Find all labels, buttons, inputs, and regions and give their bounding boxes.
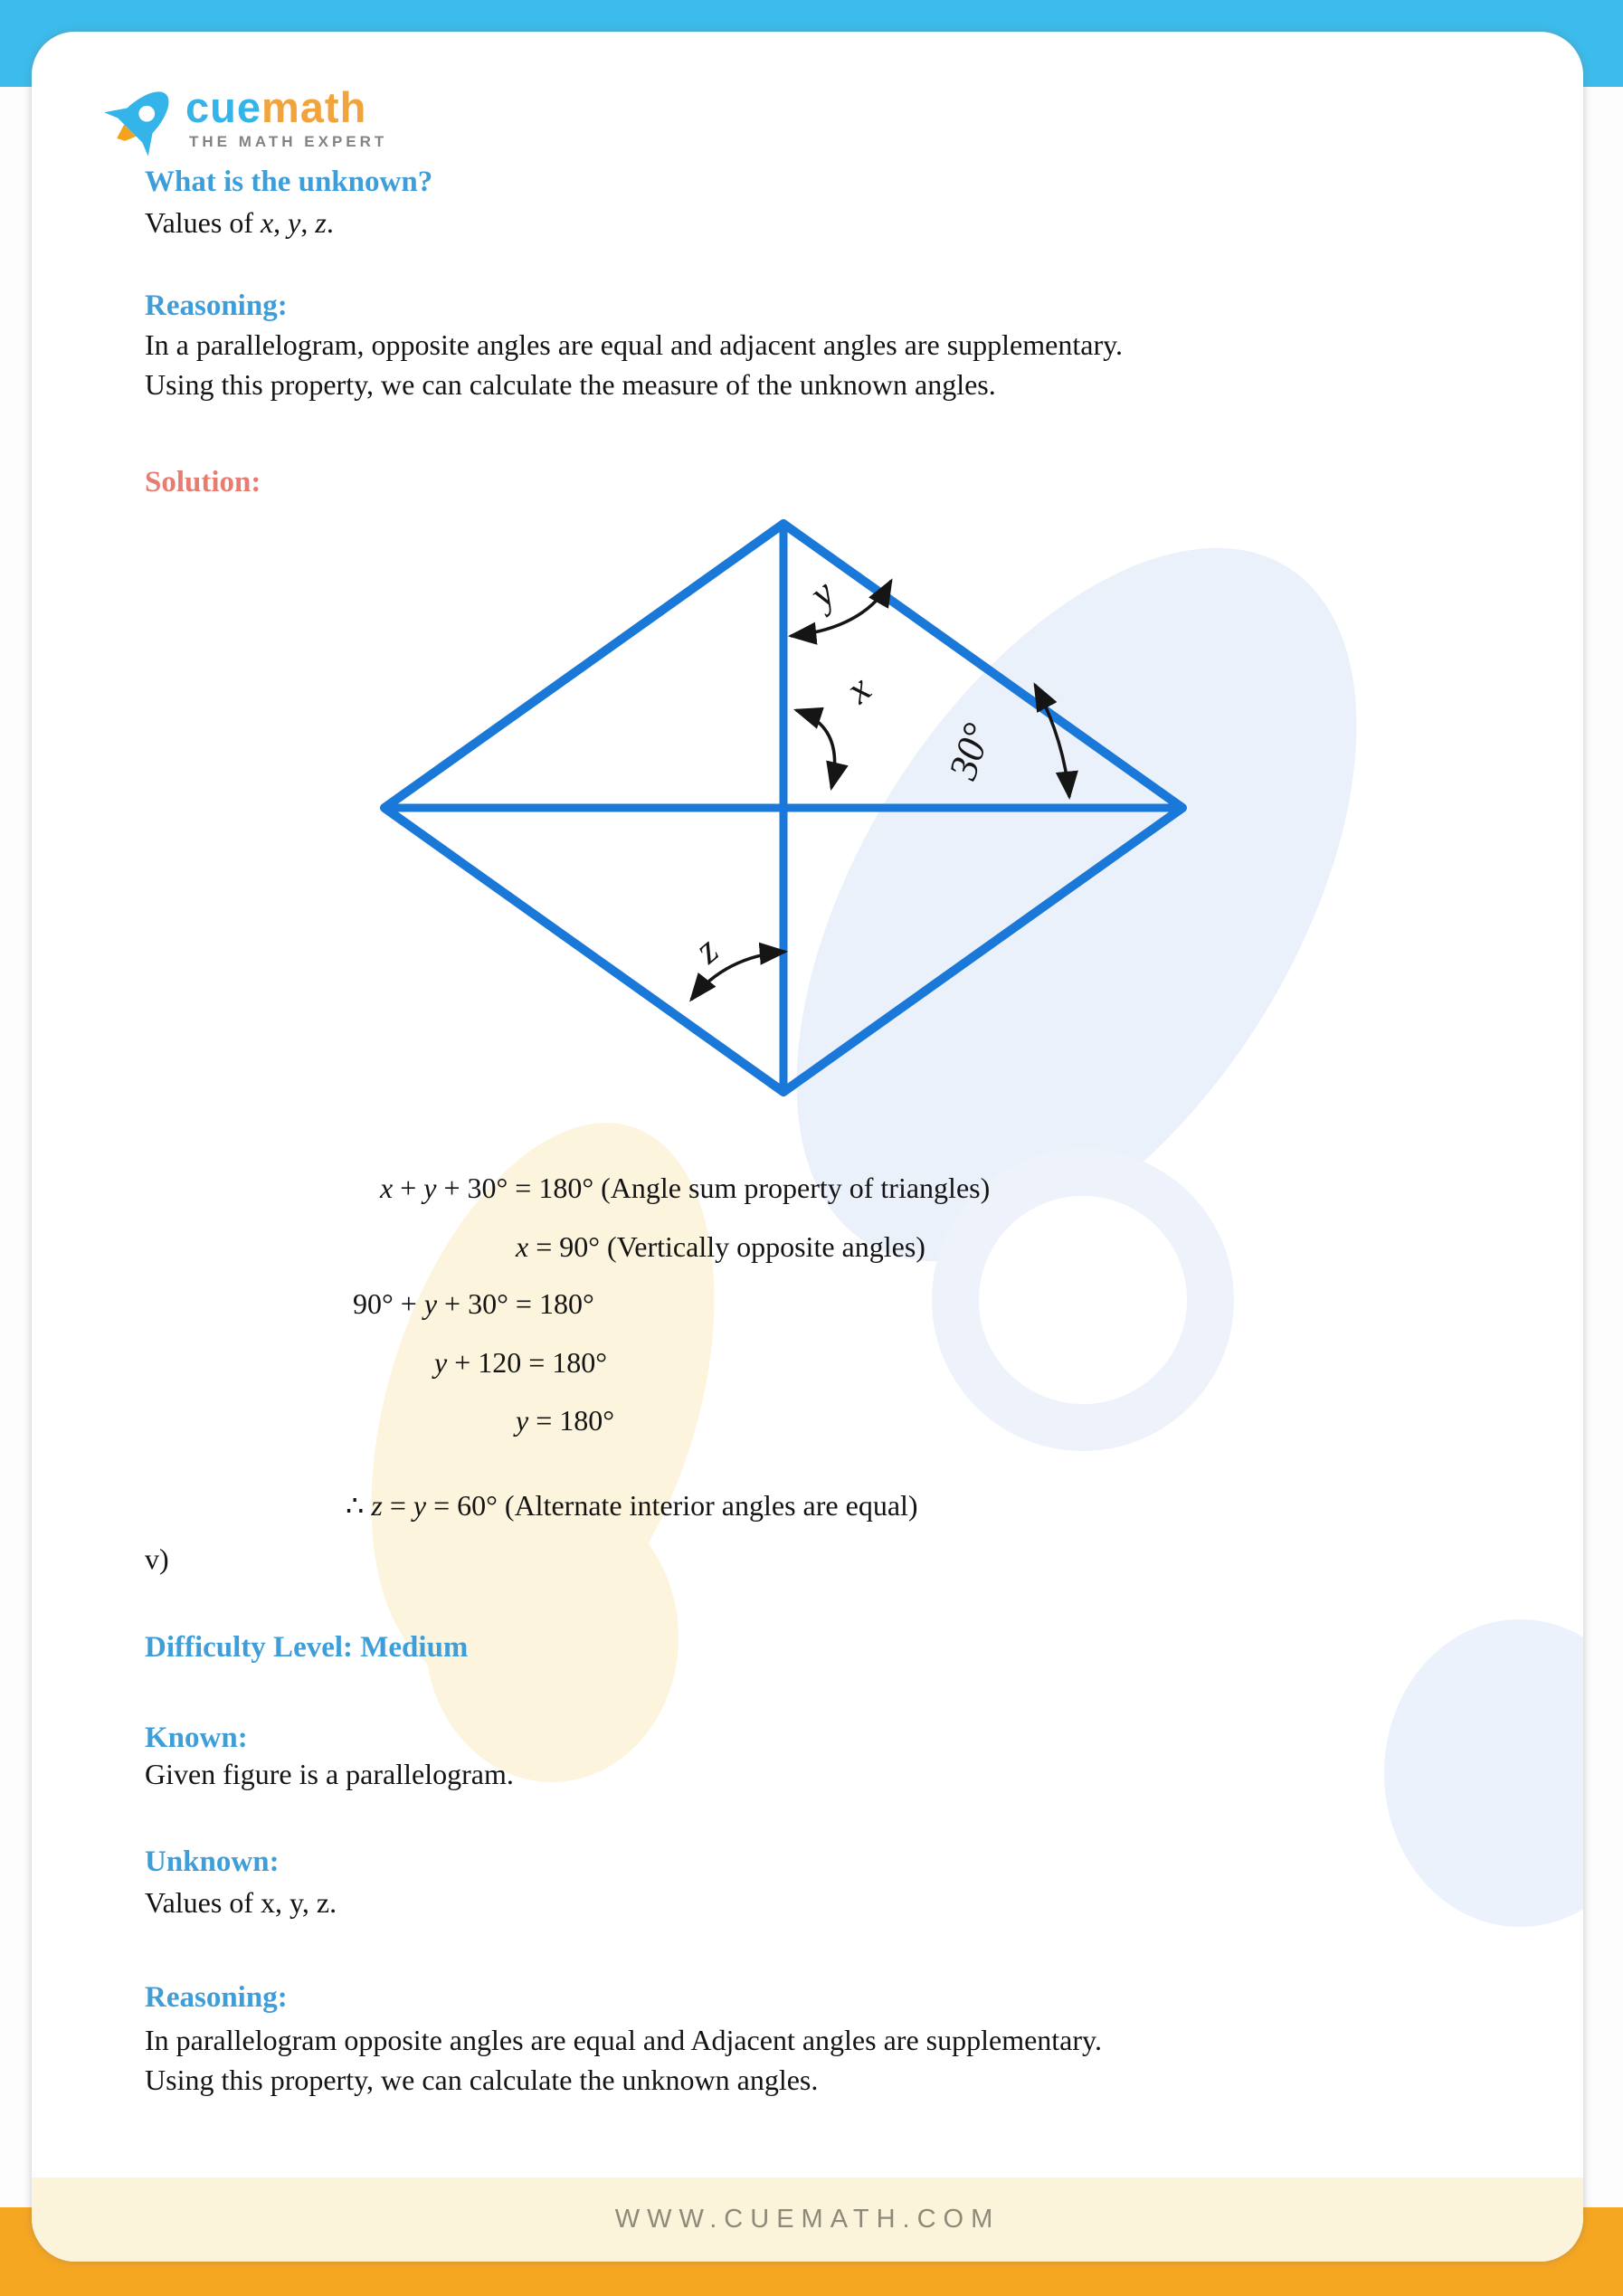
equation-conclusion: ∴ z = y = 60° (Alternate interior angles are equal): [346, 1489, 918, 1522]
brand-tagline: THE MATH EXPERT: [189, 133, 388, 150]
heading-difficulty: Difficulty Level: Medium: [145, 1631, 469, 1664]
reasoning-1-line-1: In a parallelogram, opposite angles are equal and adjacent angles are supplementary.: [145, 328, 1124, 361]
part-label-v: v): [145, 1542, 169, 1575]
equation-y-120: y + 120 = 180°: [434, 1346, 608, 1379]
footer-url: WWW.CUEMATH.COM: [614, 2205, 1001, 2234]
equation-90-y-30: 90° + y + 30° = 180°: [353, 1287, 594, 1320]
heading-unknown-2: Unknown:: [145, 1845, 280, 1878]
angle-arc-x: [796, 710, 835, 788]
text-known: Given figure is a parallelogram.: [145, 1758, 514, 1790]
equation-x-90: x = 90° (Vertically opposite angles): [516, 1230, 925, 1263]
wordmark-math: math: [261, 83, 367, 131]
footer-band: [32, 2177, 1583, 2262]
equation-y-180: y = 180°: [516, 1404, 615, 1437]
rhombus-diagram: [335, 493, 1221, 1126]
angle-label-z: z: [686, 927, 726, 972]
reasoning-2-line-2: Using this property, we can calculate the unknown angles.: [145, 2064, 819, 2096]
cuemath-wordmark: [185, 82, 366, 132]
reasoning-1-line-2: Using this property, we can calculate the measure of the unknown angles.: [145, 368, 996, 401]
heading-reasoning-1: Reasoning:: [145, 289, 288, 322]
text-unknown-values: Values of x, y, z.: [145, 206, 334, 239]
cuemath-logo-rocket-icon: [93, 75, 187, 169]
reasoning-2-line-1: In parallelogram opposite angles are equal and Adjacent angles are supplementary.: [145, 2024, 1102, 2056]
angle-label-y: y: [801, 570, 843, 616]
heading-solution: Solution:: [145, 466, 261, 498]
wordmark-cue: cue: [185, 83, 261, 131]
angle-label-x: x: [837, 666, 879, 712]
heading-what-is-unknown: What is the unknown?: [145, 166, 433, 198]
angle-label-30: 30°: [940, 717, 1001, 785]
equation-angle-sum: x + y + 30° = 180° (Angle sum property of triangles): [380, 1172, 991, 1204]
heading-known: Known:: [145, 1722, 248, 1754]
watermark-blob: [1384, 1619, 1583, 1927]
content-card: [32, 32, 1583, 2262]
heading-reasoning-2: Reasoning:: [145, 1981, 288, 2014]
text-unknown-2: Values of x, y, z.: [145, 1886, 337, 1919]
